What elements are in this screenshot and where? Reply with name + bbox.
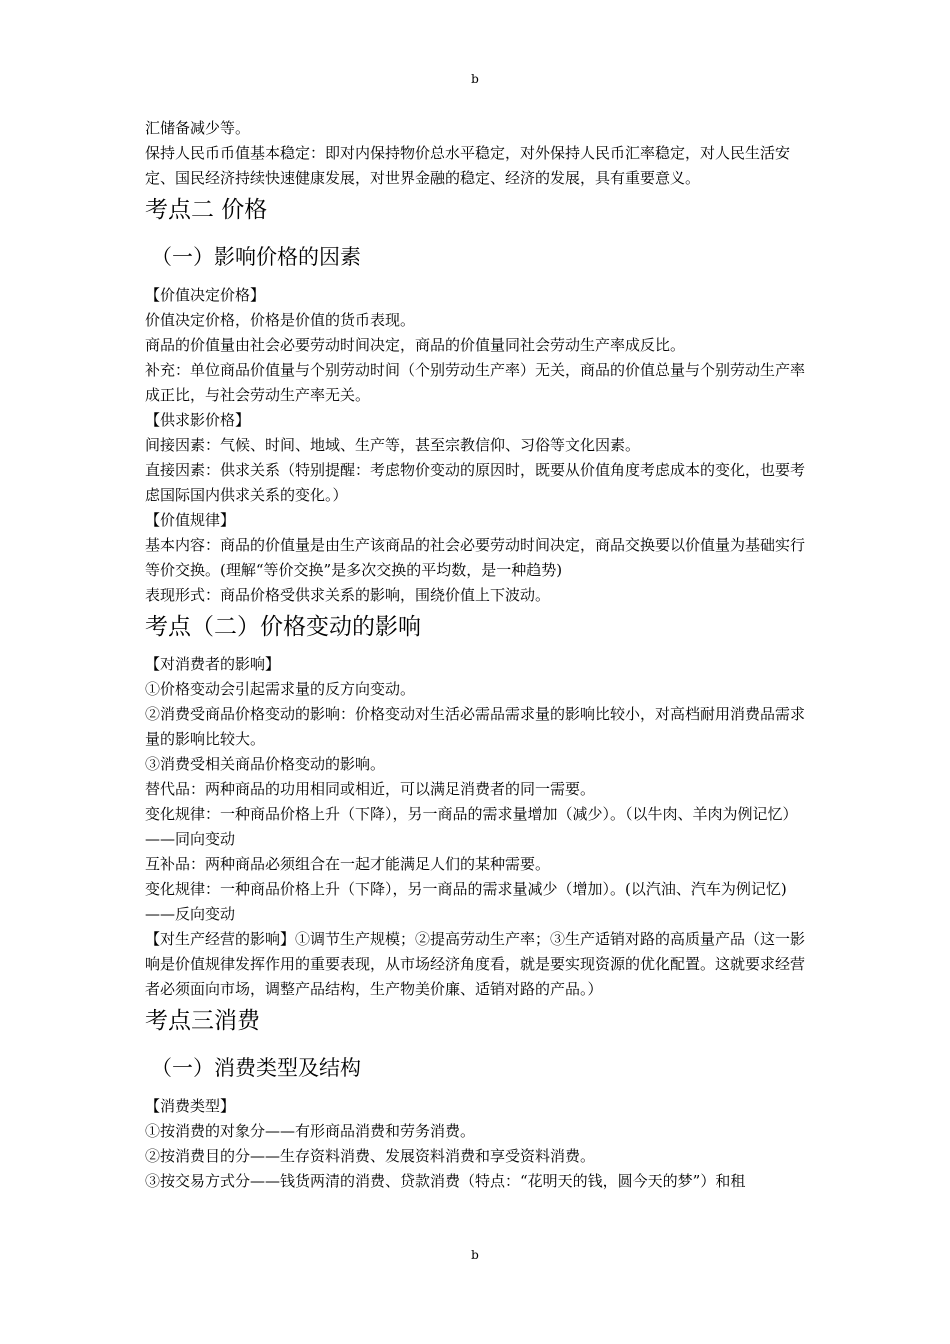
section-heading: 考点三消费 <box>145 1008 260 1034</box>
list-item: ③消费受相关商品价格变动的影响。 <box>145 755 386 773</box>
list-item: ③按交易方式分——钱货两清的消费、贷款消费（特点：“花明天的钱，圆今天的梦”）和租 <box>145 1172 746 1190</box>
page-footer: b <box>471 1248 479 1262</box>
list-item: ②消费受商品价格变动的影响：价格变动对生活必需品需求量的影响比较小，对高档耐用消费品需求量的影响比较大。 <box>145 705 806 748</box>
paragraph: 商品的价值量由社会必要劳动时间决定，商品的价值量同社会劳动生产率成反比。 <box>145 336 686 354</box>
document-body <box>145 116 810 1194</box>
subsection-heading: （一）消费类型及结构 <box>151 1056 361 1080</box>
paragraph: 补充：单位商品价值量与个别劳动时间（个别劳动生产率）无关，商品的价值总量与个别劳动生产率成正比，与社会劳动生产率无关。 <box>145 361 806 404</box>
bracket-label: 【价值决定价格】 <box>145 286 266 304</box>
paragraph: 【对生产经营的影响】①调节生产规模；②提高劳动生产率；③生产适销对路的高质量产品（这一影响是价值规律发挥作用的重要表现，从市场经济角度看，就是要实现资源的优化配置。这就要求经营者必须面向市场，调整产品结构，生产物美价廉、适销对路的产品。） <box>145 930 806 998</box>
bracket-label: 【价值规律】 <box>145 511 236 529</box>
paragraph: 价值决定价格，价格是价值的货币表现。 <box>145 311 416 329</box>
paragraph: 直接因素：供求关系（特别提醒：考虑物价变动的原因时，既要从价值角度考虑成本的变化，也要考虑国际国内供求关系的变化。） <box>145 461 806 504</box>
section-heading: 考点二 价格 <box>145 197 268 223</box>
paragraph: 替代品：两种商品的功用相同或相近，可以满足消费者的同一需要。 <box>145 780 596 798</box>
section-heading: 考点（二）价格变动的影响 <box>145 614 421 640</box>
page-header: b <box>471 72 479 86</box>
paragraph: 间接因素：气候、时间、地域、生产等，甚至宗教信仰、习俗等文化因素。 <box>145 436 641 454</box>
paragraph: 基本内容：商品的价值量是由生产该商品的社会必要劳动时间决定，商品交换要以价值量为基础实行等价交换。(理解“等价交换”是多次交换的平均数，是一种趋势) <box>145 536 806 579</box>
paragraph: 变化规律：一种商品价格上升（下降），另一商品的需求量增加（减少）。（以牛肉、羊肉为例记忆）——同向变动 <box>145 805 798 848</box>
paragraph: 汇储备减少等。 <box>145 119 251 137</box>
paragraph: 保持人民币币值基本稳定：即对内保持物价总水平稳定，对外保持人民币汇率稳定，对人民生活安定、国民经济持续快速健康发展，对世界金融的稳定、经济的发展，具有重要意义。 <box>145 144 791 187</box>
paragraph: 变化规律：一种商品价格上升（下降），另一商品的需求量减少（增加）。(以汽油、汽车为例记忆)——反向变动 <box>145 880 787 923</box>
bracket-label: 【供求影价格】 <box>145 411 251 429</box>
paragraph: 表现形式：商品价格受供求关系的影响，围绕价值上下波动。 <box>145 586 551 604</box>
list-item: ①价格变动会引起需求量的反方向变动。 <box>145 680 416 698</box>
paragraph: 互补品：两种商品必须组合在一起才能满足人们的某种需要。 <box>145 855 551 873</box>
list-item: ①按消费的对象分——有形商品消费和劳务消费。 <box>145 1122 476 1140</box>
bracket-label: 【消费类型】 <box>145 1097 236 1115</box>
bracket-label: 【对消费者的影响】 <box>145 655 281 673</box>
subsection-heading: （一）影响价格的因素 <box>151 245 361 269</box>
list-item: ②按消费目的分——生存资料消费、发展资料消费和享受资料消费。 <box>145 1147 596 1165</box>
